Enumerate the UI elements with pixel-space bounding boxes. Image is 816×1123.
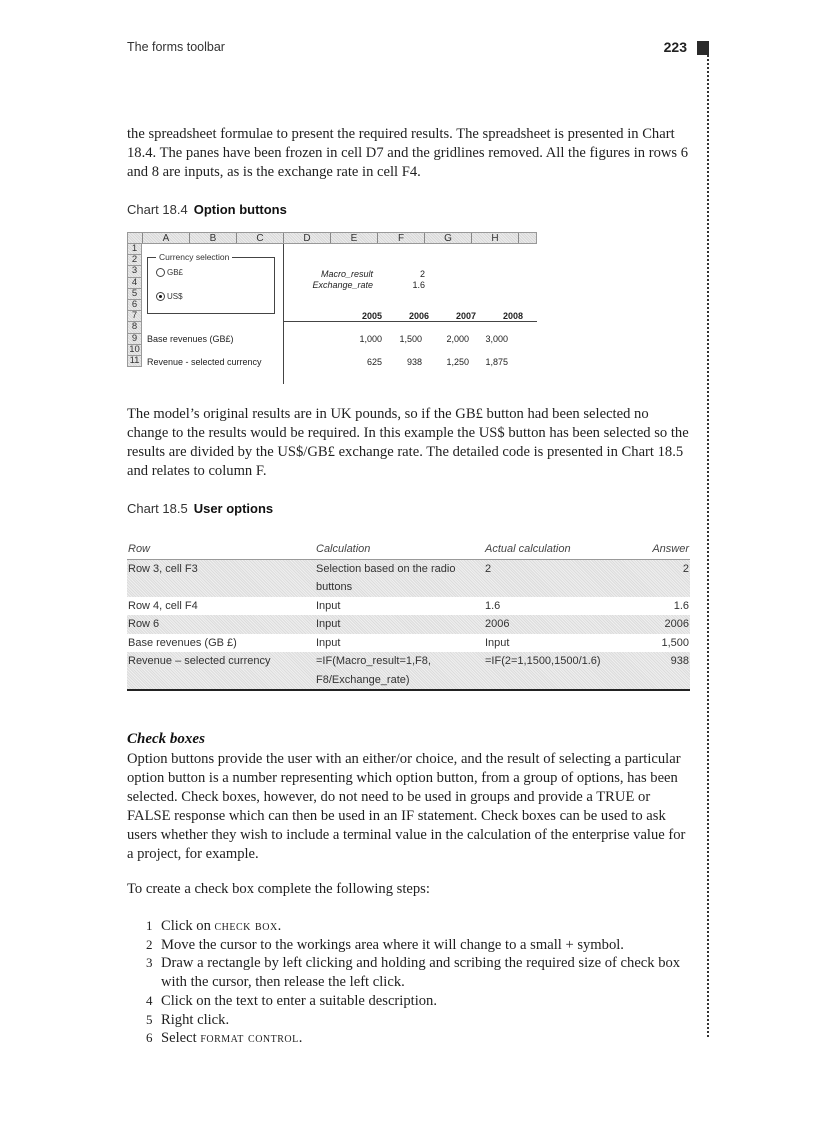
step-number: 2 [146,936,153,952]
cell-calculation: Input [316,636,341,649]
steps-intro: To create a check box complete the following steps: [127,881,430,897]
base-revenue-2006: 1,500 [399,334,422,344]
table-header-row [127,540,690,560]
revenue-selected-2006: 938 [406,357,422,367]
macro-result-value: 2 [419,269,425,279]
list-item [146,917,691,936]
cell-answer: 938 [670,655,689,667]
chart-18-5-title: User options [193,501,274,516]
cell-calculation: Input [316,618,341,630]
row-header: 11 [127,356,142,367]
revenue-selected-label: Revenue - selected currency [147,357,262,367]
macro-result-label: Macro_result [320,269,373,279]
list-item [146,1029,691,1048]
step-text: Click on the text to enter a suitable description. [161,992,437,1009]
row-header: 3 [127,266,142,277]
cell-row: Row 6 [128,618,160,630]
explanation-paragraph: The model’s original results are in UK pounds, so if the GB£ button had been selected no change to the results would be required. In this example the US$ button has been selected so the results are divided by the US$/GB£ exchange rate. The detailed code is presented in Chart 18.5 and relates to column F. [127,406,689,479]
radio-unselected-icon [156,268,165,277]
check-boxes-paragraph: Option buttons provide the user with an either/or choice, and the result of selecting a particular option button is a number representing which option button, from a group of options, has been selected. Check boxes, however, do not need to be used in groups and provide a TRUE or FALSE response which can then be used in an IF statement. Check boxes can be used to ask users whether they wish to include a terminal value in the calculation of the enterprise value for a project, for example. [127,751,686,862]
table-row [127,634,690,653]
col-header-e: E [331,233,378,243]
user-options-table [127,540,690,691]
running-head-title: The forms toolbar [127,40,225,54]
cell-actual: 1.6 [485,599,501,612]
list-item [146,992,691,1011]
col-header-a: A [143,233,190,243]
year-2008: 2008 [502,311,523,321]
step-number: 1 [146,918,153,933]
row-headers [127,244,142,367]
cell-actual: Input [485,636,510,649]
step-number: 6 [146,1030,153,1046]
step-text: Draw a rectangle by left clicking and holding and scribing the required size of check box with the cursor, then release the left click. [161,955,681,991]
group-box-label: Currency selection [156,252,232,262]
col-header-g: G [425,233,472,243]
row-header: 5 [127,289,142,300]
table-row [127,597,690,616]
running-head [127,40,687,60]
dotted-margin-rule [707,55,709,1037]
column-headers [127,232,537,244]
list-item [146,936,691,955]
base-revenue-2008: 3,000 [485,334,508,344]
cell-row: Revenue – selected currency [128,655,271,667]
header-actual-calculation: Actual calculation [485,543,571,555]
exchange-rate-value: 1.6 [412,280,425,290]
chart-18-4-label: Chart 18.4 [127,202,188,217]
cell-actual: =IF(2=1,1500,1500/1.6) [485,655,601,667]
row-header: 2 [127,255,142,266]
step-text: Move the cursor to the workings area where it will change to a small + symbol. [161,936,624,953]
cell-answer: 2 [682,562,689,575]
cell-answer: 2006 [664,618,689,630]
cell-calculation: Input [316,599,341,612]
step-text: Right click. [161,1011,230,1028]
menu-command: check box [214,918,278,934]
cell-row: Row 4, cell F4 [128,599,198,612]
year-2006: 2006 [408,311,429,321]
cell-actual: 2 [485,562,492,575]
row-header: 9 [127,334,142,345]
chart-18-4-caption [127,202,287,217]
col-header-f: F [378,233,425,243]
radio-usd-label: US$ [167,292,183,301]
revenue-selected-2007: 1,250 [446,357,469,367]
list-item [146,954,691,991]
radio-gbp[interactable] [156,268,183,277]
page-marker-block [697,41,709,55]
row-header: 1 [127,244,142,255]
freeze-pane-vertical [283,244,284,384]
table-row [127,652,690,689]
base-revenues-label: Base revenues (GB£) [147,334,234,344]
steps-list [146,917,691,1048]
chart-18-4-title: Option buttons [193,202,287,217]
chart-18-5-caption [127,501,273,516]
step-number: 3 [146,955,153,971]
row-header: 4 [127,278,142,289]
table-row [127,560,690,597]
freeze-pane-horizontal [283,321,537,322]
header-row: Row [128,543,151,555]
year-2005: 2005 [361,311,382,321]
cell-answer: 1.6 [673,599,689,612]
intro-paragraph: the spreadsheet formulae to present the required results. The spreadsheet is presented in Chart 18.4. The panes have been frozen in cell D7 and the gridlines removed. All the figures in rows 6 and 8 are inputs, as is the exchange rate in cell F4. [127,126,689,180]
spreadsheet-option-buttons [127,232,537,384]
cell-actual: 2006 [485,618,510,630]
step-number: 5 [146,1011,153,1027]
cell-row: Base revenues (GB £) [128,636,237,649]
page-number: 223 [663,39,687,55]
cell-calculation: Selection based on the radio buttons [316,562,456,593]
row-header: 8 [127,322,142,333]
cell-calculation: =IF(Macro_result=1,F8, F8/Exchange_rate) [316,655,431,686]
header-answer: Answer [652,543,689,555]
col-header-d: D [284,233,331,243]
radio-usd[interactable] [156,292,183,301]
col-header-b: B [190,233,237,243]
step-text: Select format control. [161,1030,303,1047]
col-header-i [519,233,536,243]
corner-cell [128,233,143,243]
header-calculation: Calculation [316,543,371,555]
chart-18-5-label: Chart 18.5 [127,501,188,516]
step-number: 4 [146,992,153,1008]
exchange-rate-label: Exchange_rate [312,280,373,290]
row-header: 6 [127,300,142,311]
step-text: Click on check box. [161,918,282,934]
revenue-selected-2008: 1,875 [485,357,508,367]
radio-gbp-label: GB£ [167,268,184,277]
row-header: 7 [127,311,142,322]
row-header: 10 [127,345,142,356]
col-header-h: H [472,233,519,243]
section-heading-check-boxes: Check boxes [127,731,205,747]
base-revenue-2005: 1,000 [359,334,382,344]
base-revenue-2007: 2,000 [446,334,469,344]
revenue-selected-2005: 625 [366,357,382,367]
table-row [127,615,690,634]
radio-selected-icon [156,292,165,301]
list-item [146,1011,691,1030]
col-header-c: C [237,233,284,243]
menu-command: format control [200,1030,299,1047]
currency-selection-group [147,252,275,314]
cell-answer: 1,500 [661,636,689,649]
cell-row: Row 3, cell F3 [128,562,198,575]
year-2007: 2007 [455,311,476,321]
